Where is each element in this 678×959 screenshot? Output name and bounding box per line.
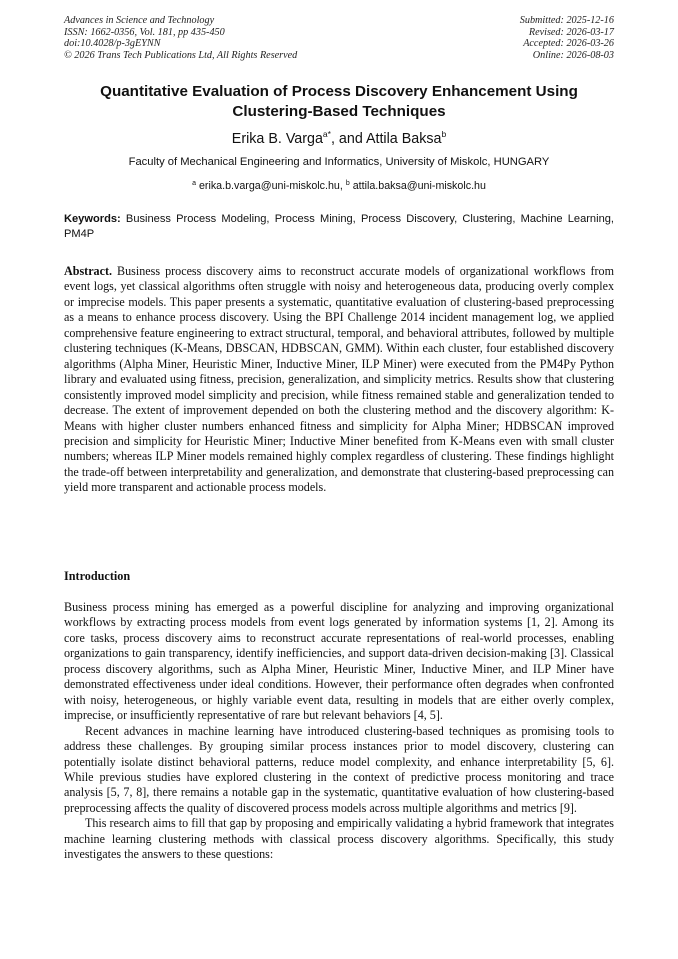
- keywords-label: Keywords:: [64, 213, 121, 225]
- keywords-text: Business Process Modeling, Process Mining, Process Discovery, Clustering, Machine Learning, PM4P: [64, 213, 614, 240]
- author-superscript: a*: [322, 129, 331, 139]
- author-name: Attila Baksa: [365, 131, 442, 147]
- online-date: Online: 2026-08-03: [532, 49, 614, 61]
- email-link[interactable]: attila.baksa@uni-miskolc.hu: [349, 180, 486, 192]
- keywords: [64, 212, 614, 242]
- title-line-2: Clustering-Based Techniques: [232, 103, 446, 120]
- email-superscript: b: [345, 180, 350, 187]
- author-name: Erika B. Varga: [231, 131, 323, 147]
- introduction-body: [64, 600, 614, 863]
- issn-line: ISSN: 1662-0356, Vol. 181, pp 435-450: [64, 26, 225, 38]
- author-superscript: b: [441, 129, 447, 139]
- paragraph: Business process mining has emerged as a powerful discipline for analyzing and improving organizational workflows by extracting process models from event logs generated by information systems [1, 2]. Among its core tasks, process discovery aims to reconstruct accurate representations of real-world processes, enabling organizations to gain transparency, identify inefficiencies, and support data-driven decision-making [3]. Classical process discovery algorithms, such as Alpha Miner, Heuristic Miner, Inductive Miner, and ILP Miner have demonstrated effectiveness under ideal conditions. However, their performance often degrades when confronted with noisy, heterogeneous, or highly variable event data, resulting in models that are either overly complex, imprecise, or insufficiently representative of rare but relevant behaviors [4, 5].: [64, 600, 614, 723]
- copyright-line: © 2026 Trans Tech Publications Ltd, All Rights Reserved: [64, 49, 298, 61]
- author-list: [64, 130, 614, 148]
- title-line-1: Quantitative Evaluation of Process Discovery Enhancement Using: [100, 83, 578, 100]
- section-heading-introduction: Introduction: [64, 569, 131, 583]
- publication-dates: [520, 15, 614, 61]
- submitted-date: Submitted: 2025-12-16: [519, 15, 614, 26]
- affiliation: Faculty of Mechanical Engineering and Informatics, University of Miskolc, HUNGARY: [128, 156, 550, 168]
- abstract: [64, 264, 614, 496]
- revised-date: Revised: 2026-03-17: [528, 26, 614, 38]
- paragraph: This research aims to fill that gap by proposing and empirically validating a hybrid framework that integrates machine learning clustering methods with classical process discovery algorithms. Specifically, this study investigates the answers to these questions:: [64, 816, 614, 862]
- doi-line[interactable]: doi:10.4028/p-3gEYNN: [64, 38, 161, 50]
- paragraph: Recent advances in machine learning have introduced clustering-based techniques as promising tools to address these challenges. By grouping similar process instances prior to model discovery, clustering can potentially isolate distinct behavioral patterns, reduce model complexity, and enhance interpretability [5, 6]. While previous studies have explored clustering in the context of predictive process monitoring and trace analysis [5, 7, 8], there remains a notable gap in the systematic, quantitative evaluation of how clustering-based preprocessing affects the quality of discovered process models across multiple algorithms and metrics [9].: [64, 723, 614, 815]
- journal-info: [64, 15, 297, 61]
- paper-title: [64, 82, 614, 122]
- accepted-date: Accepted: 2026-03-26: [523, 38, 614, 50]
- abstract-text: Business process discovery aims to reconstruct accurate models of organizational workflows from event logs, yet classical algorithms often struggle with noisy and heterogeneous data, producing overly complex or imprecise models. This paper presents a systematic, quantitative evaluation of clustering-based preprocessing as a means to enhance process discovery. Using the BPI Challenge 2014 incident management log, we applied comprehensive feature engineering to extract structural, temporal, and behavioral attributes, followed by multiple clustering techniques (K-Means, DBSCAN, HDBSCAN, GMM). Within each cluster, four established discovery algorithms (Alpha Miner, Heuristic Miner, Inductive Miner, ILP Miner) were executed from the PM4Py Python library and evaluated using fitness, precision, generalization, and simplicity metrics. Results show that clustering consistently improved model simplicity and precision, while fitness remained stable and generalization tended to decrease. The extent of improvement depended on both the clustering method and the discovery algorithm: K-Means with higher cluster numbers enhanced fitness and simplicity for Alpha Miner; HDBSCAN improved precision and simplicity for Heuristic Miner; Inductive Miner benefited from K-Means even with small cluster numbers; whereas ILP Miner models remained highly complex regardless of clustering. These findings highlight the trade-off between interpretability and generalization, and demonstrate that clustering-based preprocessing can yield more transparent and actionable process models.: [64, 264, 614, 495]
- abstract-label: Abstract.: [64, 264, 113, 278]
- journal-name: Advances in Science and Technology: [64, 15, 215, 26]
- email-superscript: a: [192, 180, 196, 187]
- email-link[interactable]: erika.b.varga@uni-miskolc.hu,: [195, 180, 346, 192]
- author-separator: , and: [330, 131, 366, 147]
- author-emails: [64, 179, 614, 193]
